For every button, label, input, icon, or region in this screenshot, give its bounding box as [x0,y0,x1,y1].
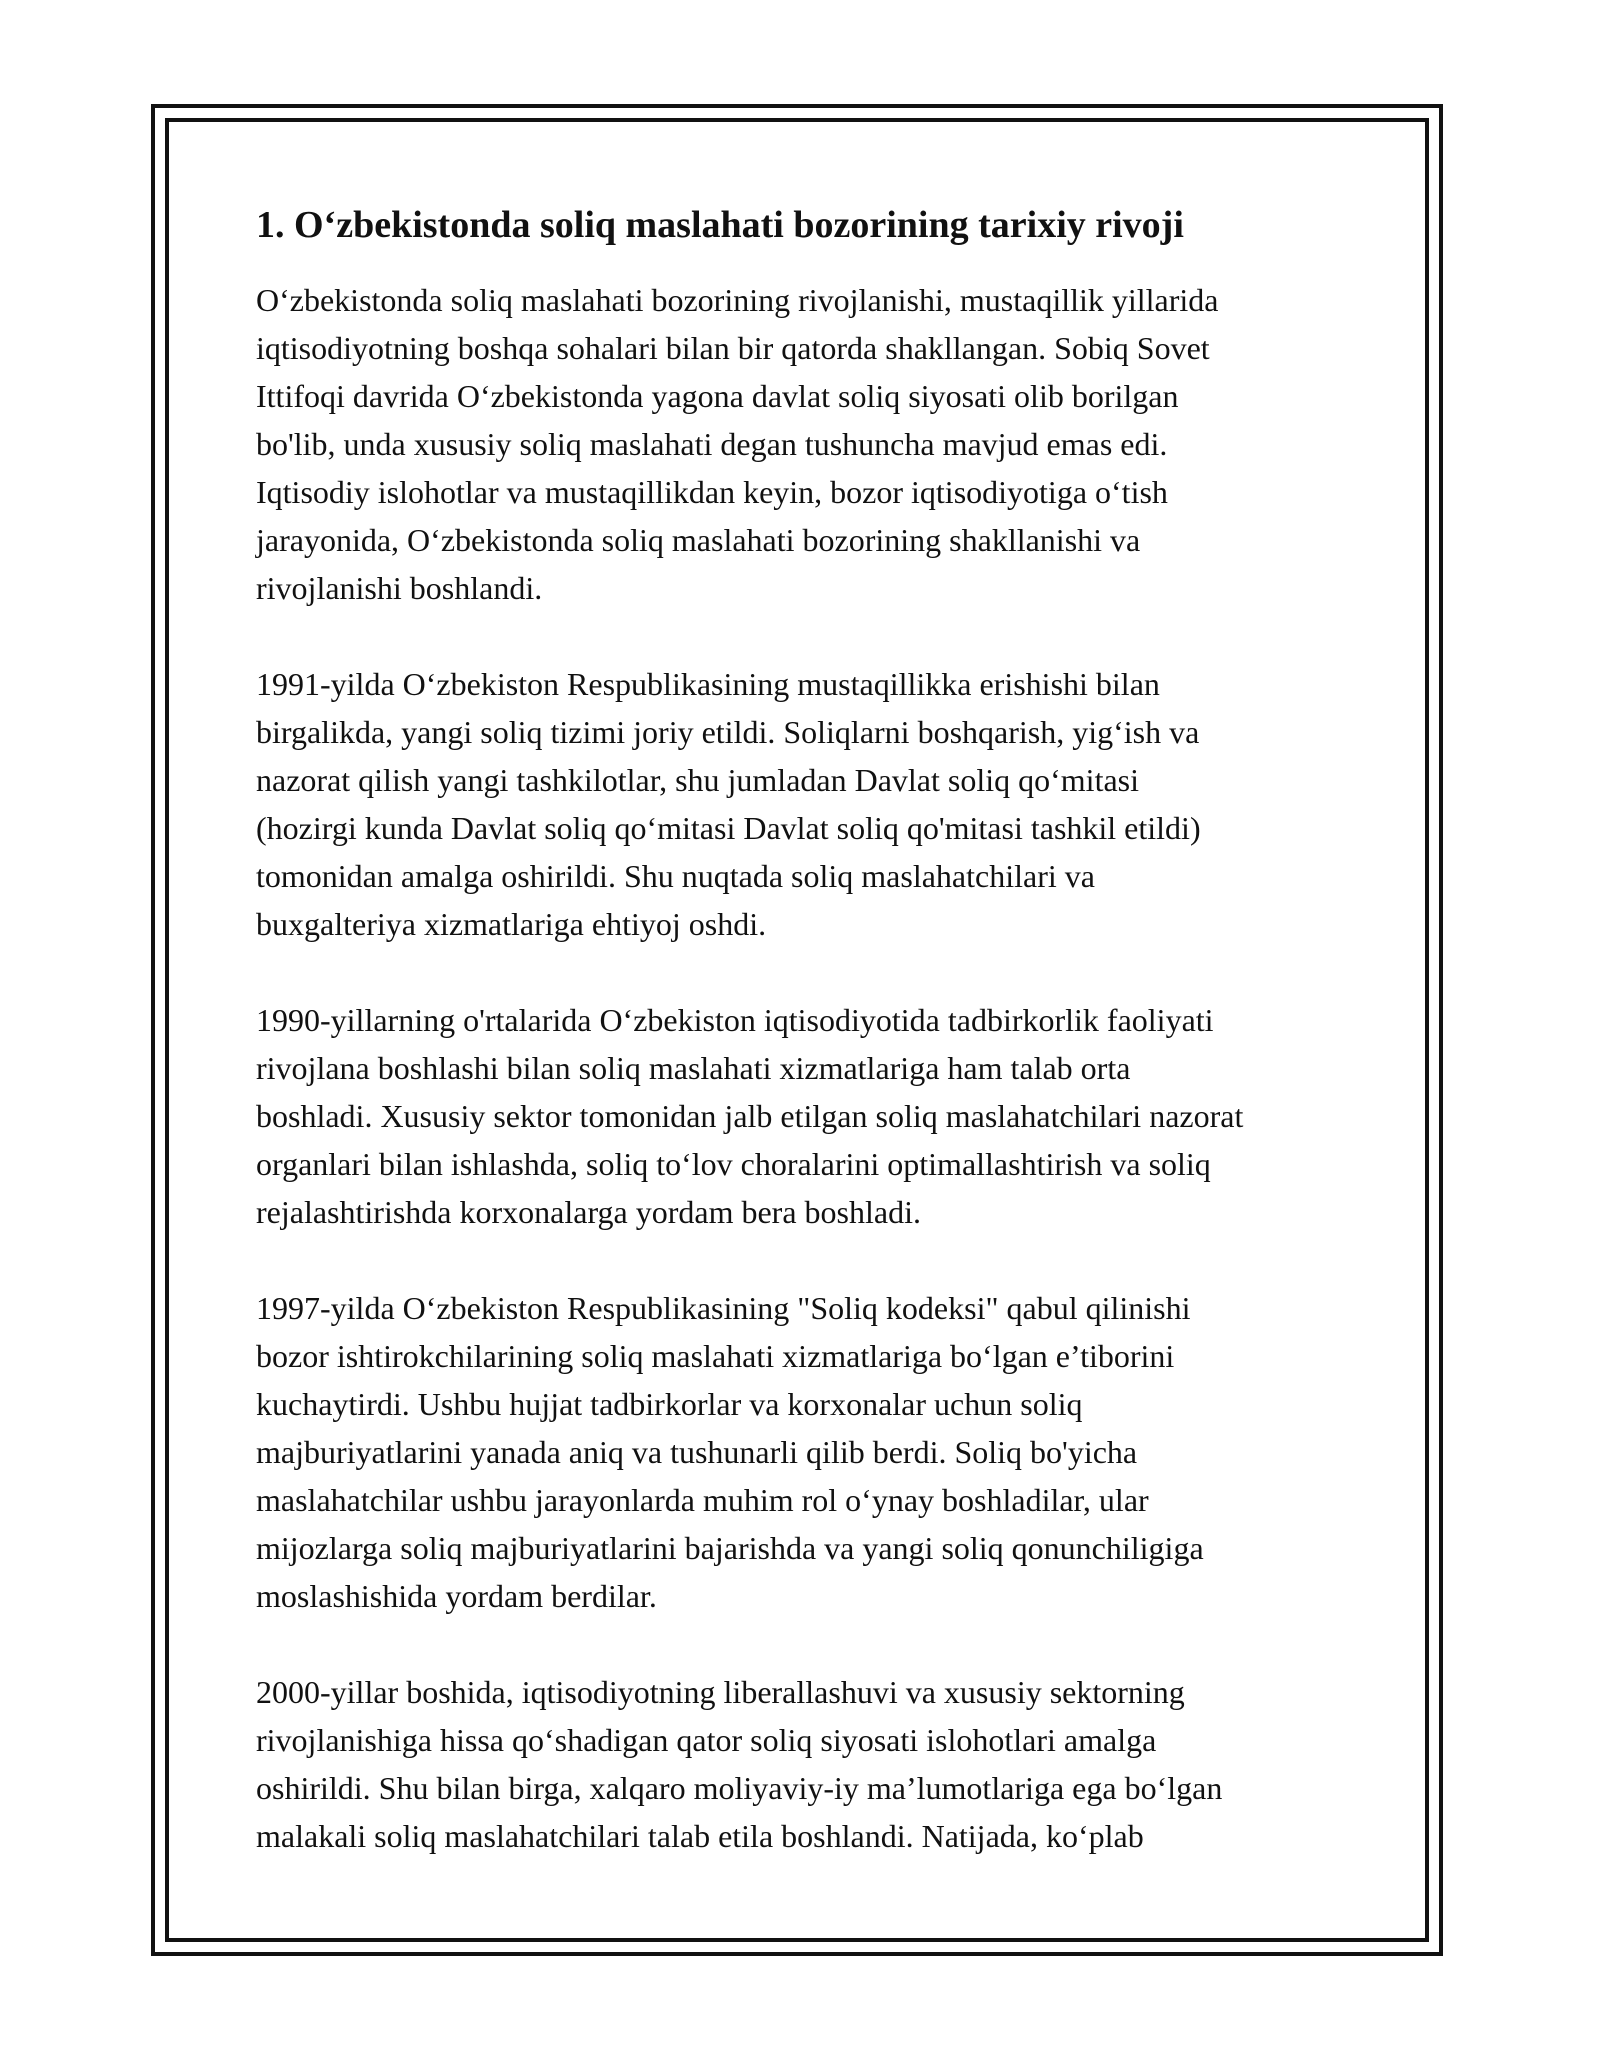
paragraph-4: 1997-yilda O‘zbekiston Respublikasining "Soliq kodeksi" qabul qilinishi bozor ishtirokchilarining soliq maslahati xizmatlariga bo‘lgan e’tiborini kuchaytirdi. Ushbu hujjat tadbirkorlar va korxonalar uchun soliq majburiyatlarini yanada aniq va tushunarli qilib berdi. Soliq bo'yicha maslahatchilar ushbu jarayonlarda muhim rol o‘ynay boshladilar, ular mijozlarga soliq majburiyatlarini bajarishda va yangi soliq qonunchiligiga moslashishida yordam berdilar. [256,1290,1204,1614]
paragraph-3: 1990-yillarning o'rtalarida O‘zbekiston iqtisodiyotida tadbirkorlik faoliyati rivojlana boshlashi bilan soliq maslahati xizmatlariga ham talab orta boshladi. Xususiy sektor tomonidan jalb etilgan soliq maslahatchilari nazorat organlari bilan ishlashda, soliq to‘lov choralarini optimallashtirish va soliq rejalashtirishda korxonalarga yordam bera boshladi. [256,1002,1244,1230]
paragraph-2: 1991-yilda O‘zbekiston Respublikasining mustaqillikka erishishi bilan birgalikda, yangi soliq tizimi joriy etildi. Soliqlarni boshqarish, yig‘ish va nazorat qilish yangi tashkilotlar, shu jumladan Davlat soliq qo‘mitasi (hozirgi kunda Davlat soliq qo‘mitasi Davlat soliq qo'mitasi tashkil etildi) tomonidan amalga oshirildi. Shu nuqtada soliq maslahatchilari va buxgalteriya xizmatlariga ehtiyoj oshdi. [256,666,1201,942]
page-border-outer [151,104,1443,1956]
paragraph-1: O‘zbekistonda soliq maslahati bozorining rivojlanishi, mustaqillik yillarida iqtisodiyotning boshqa sohalari bilan bir qatorda shakllangan. Sobiq Sovet Ittifoqi davrida O‘zbekistonda yagona davlat soliq siyosati olib borilgan bo'lib, unda xususiy soliq maslahati degan tushuncha mavjud emas edi. Iqtisodiy islohotlar va mustaqillikdan keyin, bozor iqtisodiyotiga o‘tish jarayonida, O‘zbekistonda soliq maslahati bozorining shakllanishi va rivojlanishi boshlandi. [256,282,1219,606]
document-body [256,200,1366,1908]
page-border-inner [165,118,1429,1942]
section-heading: 1. O‘zbekistonda soliq maslahati bozorining tarixiy rivoji [256,204,1184,246]
paragraph-5: 2000-yillar boshida, iqtisodiyotning liberallashuvi va xususiy sektorning rivojlanishiga hissa qo‘shadigan qator soliq siyosati islohotlari amalga oshirildi. Shu bilan birga, xalqaro moliyaviy-iy ma’lumotlariga ega bo‘lgan malakali soliq maslahatchilari talab etila boshlandi. Natijada, ko‘plab [256,1674,1223,1854]
